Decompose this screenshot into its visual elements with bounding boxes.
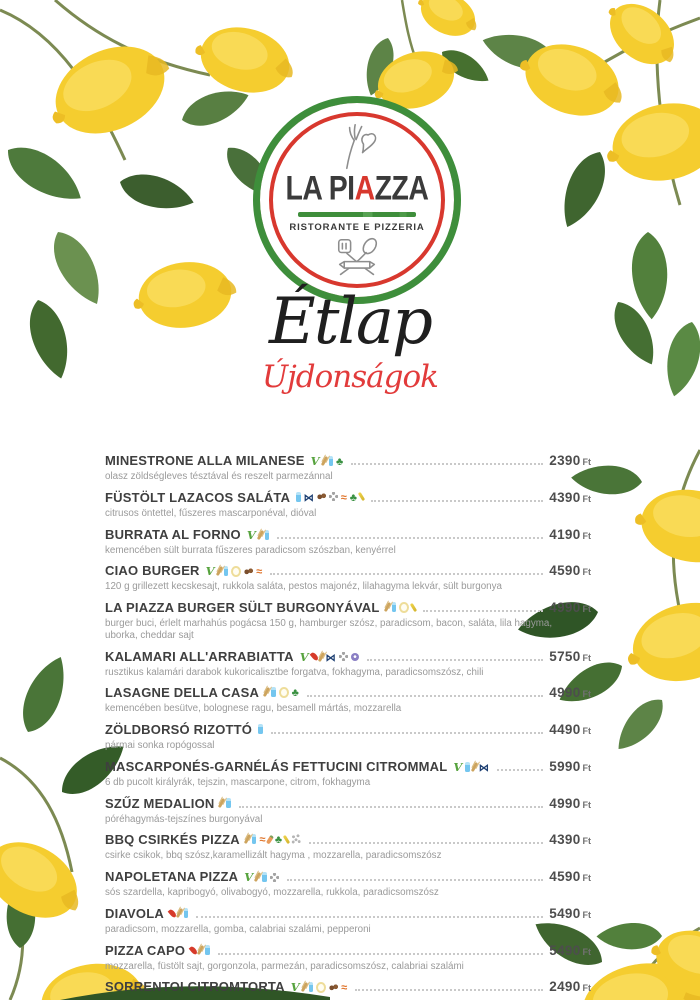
gluten-icon [218,797,225,807]
price-currency: Ft [582,836,591,847]
item-price [549,526,591,544]
crustacean-icon [341,489,347,505]
item-description: csirke csikok, bbq szósz,karamellizált hagyma , mozzarella, paradicsomszósz [105,850,442,862]
menu-item [105,758,591,789]
item-name: LASAGNE DELLA CASA [105,685,260,701]
item-price [549,868,591,886]
item-price [549,758,591,776]
gluten-icon [257,529,264,539]
celery-icon [336,453,343,469]
item-name: KALAMARI ALL'ARRABIATTA [105,648,294,664]
egg-icon [316,982,326,993]
item-price [549,795,591,813]
sesame-icon [270,873,279,882]
item-name: LA PIAZZA BURGER SÜLT BURGONYÁVAL [105,600,380,615]
item-description: kemencében sült burrata fűszeres paradicsom szószban, kenyérrel [105,544,396,556]
item-description: mozzarella, füstölt sajt, gorgonzola, parmezán, paradicsomszósz, calabriai szalámi [105,960,464,972]
crustacean-icon [256,563,262,579]
item-price [549,978,591,996]
allergen-icons [296,489,363,505]
price-currency: Ft [582,726,591,736]
vegetarian-icon [311,453,320,469]
allergen-icons [244,869,278,885]
item-description: 120 g grillezett kecskesajt, rukkola saláta, pestos majonéz, lilahagyma lekvár, sült burgonya [105,581,502,593]
dotted-leader [218,953,544,955]
lactose-icon [226,798,231,808]
gluten-icon [471,762,478,772]
vegetarian-icon [453,759,462,775]
nuts-icon [317,493,326,500]
dotted-leader [497,769,543,771]
celery-icon [292,684,299,700]
dotted-leader [271,732,544,734]
celery-icon [350,489,357,505]
allergen-icons [300,649,359,665]
lactose-icon [184,908,189,918]
item-price [549,648,591,666]
dotted-leader [277,537,543,539]
item-description: paradicsom, mozzarella, gomba, calabriai szalámi, pepperoni [105,923,371,935]
logo-title: LA PIAZZA [285,169,429,208]
price-value: 2490 [549,979,581,995]
menu-item [105,599,591,642]
item-name: ZÖLDBORSÓ RIZOTTÓ [105,722,253,737]
menu-item [105,684,591,715]
lactose-icon [262,872,267,882]
gluten-icon [320,456,327,466]
celery-icon [275,831,282,847]
menu-item [105,868,591,899]
price-currency: Ft [582,799,591,810]
lactose-icon [258,724,263,734]
menu-item [105,942,591,973]
brush-underline [298,212,416,217]
soy-icon [266,835,274,844]
price-value: 2390 [549,453,581,468]
gluten-icon [263,687,270,697]
dotted-leader [307,695,543,697]
item-price [549,489,591,507]
menu-item [105,452,591,483]
section-title: Újdonságok [262,359,438,395]
fish-icon [326,649,336,665]
menu-item [105,489,591,520]
item-name: NAPOLETANA PIZZA [105,869,239,884]
lactose-icon [205,945,210,955]
dotted-leader [367,659,544,661]
item-description: kemencében besütve, bolognese ragu, besamell mártás, mozzarella [105,703,402,715]
menu-item [105,721,591,752]
price-currency: Ft [582,873,591,883]
lactose-icon [392,602,397,612]
item-price [549,721,591,739]
menu-item [105,526,591,557]
allergen-icons [311,453,344,469]
menu-item [105,648,591,679]
item-description: póréhagymás-tejszínes burgonyával [105,813,263,825]
menu-title: Étlap [268,285,432,359]
item-price [549,562,591,580]
lactose-icon [224,566,229,576]
price-currency: Ft [582,762,591,773]
dotted-leader [355,989,543,991]
egg-icon [279,687,289,698]
menu-list [105,452,591,1000]
item-name: BBQ CSIRKÉS PIZZA [105,832,240,848]
mustard-icon [283,835,290,844]
lactose-icon [265,530,270,540]
logo-accent-letter: A [354,169,375,208]
dotted-leader [287,879,544,881]
fish-icon [304,489,314,505]
vegetarian-icon [300,649,309,665]
allergen-icons [291,979,347,995]
sulphite-icon [291,834,301,844]
item-price [549,684,591,702]
item-description: 6 db pucolt királyrák, tejszin, mascarpone, citrom, fokhagyma [105,776,371,788]
logo-subtitle: RISTORANTE E PIZZERIA [289,221,425,233]
menu-item [105,562,591,593]
allergen-icons [206,563,262,579]
dotted-leader [351,463,543,465]
item-description: rusztikus kalamári darabok kukoricalisztbe forgatva, fokhagyma, paradicsomszósz, chili [105,666,484,678]
item-price [549,599,591,617]
allergen-icons [247,527,269,543]
lactose-icon [329,456,334,466]
price-value: 4190 [549,526,581,542]
item-name: SZŰZ MEDALION [105,795,215,811]
sesame-icon [329,492,338,501]
mollusc-icon [351,653,359,661]
item-price [549,942,591,960]
vegetarian-icon [247,527,256,543]
menu-item [105,795,591,826]
price-value: 4390 [549,489,581,505]
mustard-icon [358,492,365,501]
gluten-icon [383,602,390,612]
gluten-icon [317,651,324,661]
price-currency: Ft [582,909,591,920]
price-value: 4990 [549,685,581,701]
price-value: 4590 [549,563,581,579]
allergen-icons [191,945,210,955]
item-price [549,905,591,923]
dotted-leader [270,573,543,575]
lactose-icon [296,492,301,502]
item-name: SORRENTOI CITROMTORTA [105,979,285,995]
allergen-icons [258,724,263,734]
nuts-icon [244,568,253,575]
allergen-icons [265,684,299,700]
gluten-icon [197,945,204,955]
gluten-icon [300,982,307,992]
gluten-icon [244,834,251,844]
restaurant-logo [253,96,461,304]
price-value: 5490 [549,942,581,958]
price-currency: Ft [582,983,591,994]
price-currency: Ft [582,604,591,614]
gluten-icon [176,908,183,918]
price-value: 4990 [549,600,581,615]
gluten-icon [254,872,261,882]
vegetarian-icon [244,869,253,885]
price-value: 4590 [549,869,581,884]
allergen-icons [220,798,231,808]
crustacean-icon [259,831,265,847]
allergen-icons [170,908,189,918]
item-name: CIAO BURGER [105,563,200,579]
price-value: 5490 [549,905,581,921]
item-name: FÜSTÖLT LAZACOS SALÁTA [105,489,291,505]
menu-item [105,831,591,862]
price-currency: Ft [582,567,591,578]
price-currency: Ft [582,946,591,957]
menu-item [105,978,591,996]
item-name: MASCARPONÉS-GARNÉLÁS FETTUCINI CITROMMAL [105,758,448,774]
egg-icon [231,566,241,577]
price-value: 5750 [549,648,581,664]
price-currency: Ft [582,457,591,467]
item-description: citrusos öntettel, fűszeres mascarponéval, dióval [105,507,317,519]
crossed-utensils-icon [331,237,383,279]
dotted-leader [309,842,543,844]
menu-item [105,905,591,936]
item-description: sós szardella, kapribogyó, olivabogyó, mozzarella, rukkola, paradicsomszósz [105,887,439,898]
price-currency: Ft [582,530,591,541]
allergen-icons [246,831,301,847]
item-price [549,452,591,470]
price-currency: Ft [582,689,591,700]
vegetarian-icon [291,979,300,995]
price-value: 4490 [549,722,581,737]
lactose-icon [271,687,276,697]
lactose-icon [309,982,314,992]
item-description: olasz zöldségleves tésztával és reszelt parmezánnal [105,471,333,482]
fork-heart-icon [335,122,379,172]
item-name: BURRATA AL FORNO [105,526,241,542]
allergen-icons [453,759,488,775]
item-name: MINESTRONE ALLA MILANESE [105,453,305,468]
item-description: burger buci, érlelt marhahús pogácsa 150 g, hamburger szósz, paradicsom, bacon, saláta, lila hagyma, uborka, cheddar sajt [105,618,553,641]
item-name: PIZZA CAPO [105,942,186,958]
item-description: pármai sonka ropógossal [105,740,215,751]
fish-icon [479,759,489,775]
allergen-icons [386,602,416,613]
dotted-leader [371,500,543,502]
mustard-icon [410,602,417,611]
lactose-icon [252,834,257,844]
egg-icon [399,602,409,613]
price-currency: Ft [582,493,591,504]
dotted-leader [423,610,543,612]
price-value: 5990 [549,758,581,774]
nuts-icon [329,984,338,991]
item-name: DIAVOLA [105,905,164,921]
item-price [549,831,591,849]
price-currency: Ft [582,652,591,663]
crustacean-icon [341,979,347,995]
dotted-leader [239,806,543,808]
vegetarian-icon [206,563,215,579]
price-value: 4990 [549,795,581,811]
sesame-icon [339,652,348,661]
price-value: 4390 [549,832,581,848]
dotted-leader [196,916,543,918]
lactose-icon [465,762,470,772]
gluten-icon [215,566,222,576]
